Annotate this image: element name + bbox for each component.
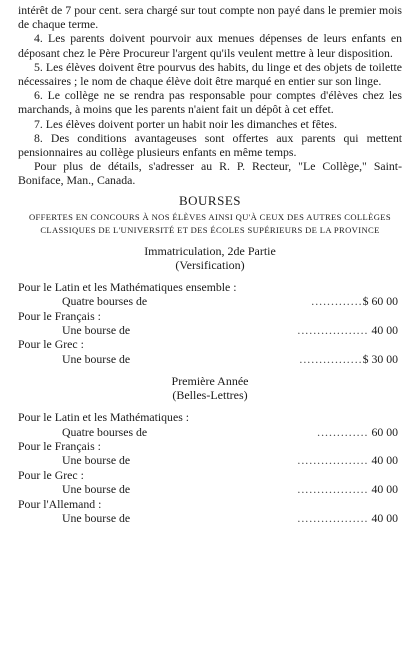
- scholarship-subject: Pour le Grec :: [18, 337, 84, 352]
- paragraph-rule-7: 7. Les élèves doivent porter un habit noir les dimanches et fêtes.: [34, 116, 338, 131]
- scholarship-subject: Pour l'Allemand :: [18, 496, 102, 511]
- scholarship-line: Une bourse de ................$ 30 00: [62, 351, 398, 366]
- paragraph-rule-6: 6. Le collège ne se rendra pas responsable pour comptes d'élèves chez les marchands, à moins que les parents n'aient fait un dépôt à cet effet.: [18, 88, 402, 117]
- scholarship-line: Quatre bourses de ............. 60 00: [62, 424, 398, 439]
- scholarship-line: Une bourse de .................. 40 00: [62, 482, 398, 497]
- scholarship-line: Une bourse de .................. 40 00: [62, 510, 398, 525]
- paragraph-interest: intérêt de 7 pour cent. sera chargé sur tout compte non payé dans le premier mois de chaque terme.: [18, 3, 402, 32]
- paragraph-rule-4: 4. Les parents doivent pourvoir aux menues dépenses de leurs enfants en déposant chez le Père Procureur l'argent qu'ils veulent mettre à leur disposition.: [18, 31, 402, 60]
- scholarship-subject: Pour le Français :: [18, 308, 101, 323]
- scholarship-line: Quatre bourses de .............$ 60 00: [62, 294, 398, 309]
- scholarship-subject: Pour le Grec :: [18, 467, 84, 482]
- scholarship-line: Une bourse de .................. 40 00: [62, 323, 398, 338]
- bourses-title: BOURSES: [178, 192, 242, 208]
- section-subheading: (Belles-Lettres): [172, 388, 248, 403]
- scholarship-line: Une bourse de .................. 40 00: [62, 453, 398, 468]
- section-heading: Immatriculation, 2de Partie: [144, 243, 276, 258]
- section-heading: Première Année: [171, 374, 249, 389]
- section-subheading: (Versification): [175, 257, 245, 272]
- paragraph-rule-5: 5. Les élèves doivent être pourvus des habits, du linge et des objets de toilette nécessaires ; le nom de chaque élève doit être marqué en entier sur son linge.: [18, 59, 402, 89]
- scholarship-subject: Pour le Français :: [18, 438, 101, 453]
- paragraph-rule-8: 8. Des conditions avantageuses sont offertes aux parents qui mettent pensionnaires au collège plusieurs enfants en même temps.: [18, 130, 402, 160]
- bourses-subtitle: OFFERTES EN CONCOURS À NOS ÉLÈVES AINSI QU'À CEUX DES AUTRES COLLÈGES CLASSIQUES DE L'UNIVERSITÉ ET DES ÉCOLES SUPÉRIEURS DE LA PROVINCE: [28, 211, 392, 235]
- paragraph-contact: Pour plus de détails, s'adresser au R. P. Recteur, "Le Collège," Saint-Boniface, Man., Canada.: [18, 159, 402, 188]
- scholarship-subject: Pour le Latin et les Mathématiques :: [18, 410, 190, 425]
- scholarship-subject: Pour le Latin et les Mathématiques ensemble :: [18, 279, 237, 294]
